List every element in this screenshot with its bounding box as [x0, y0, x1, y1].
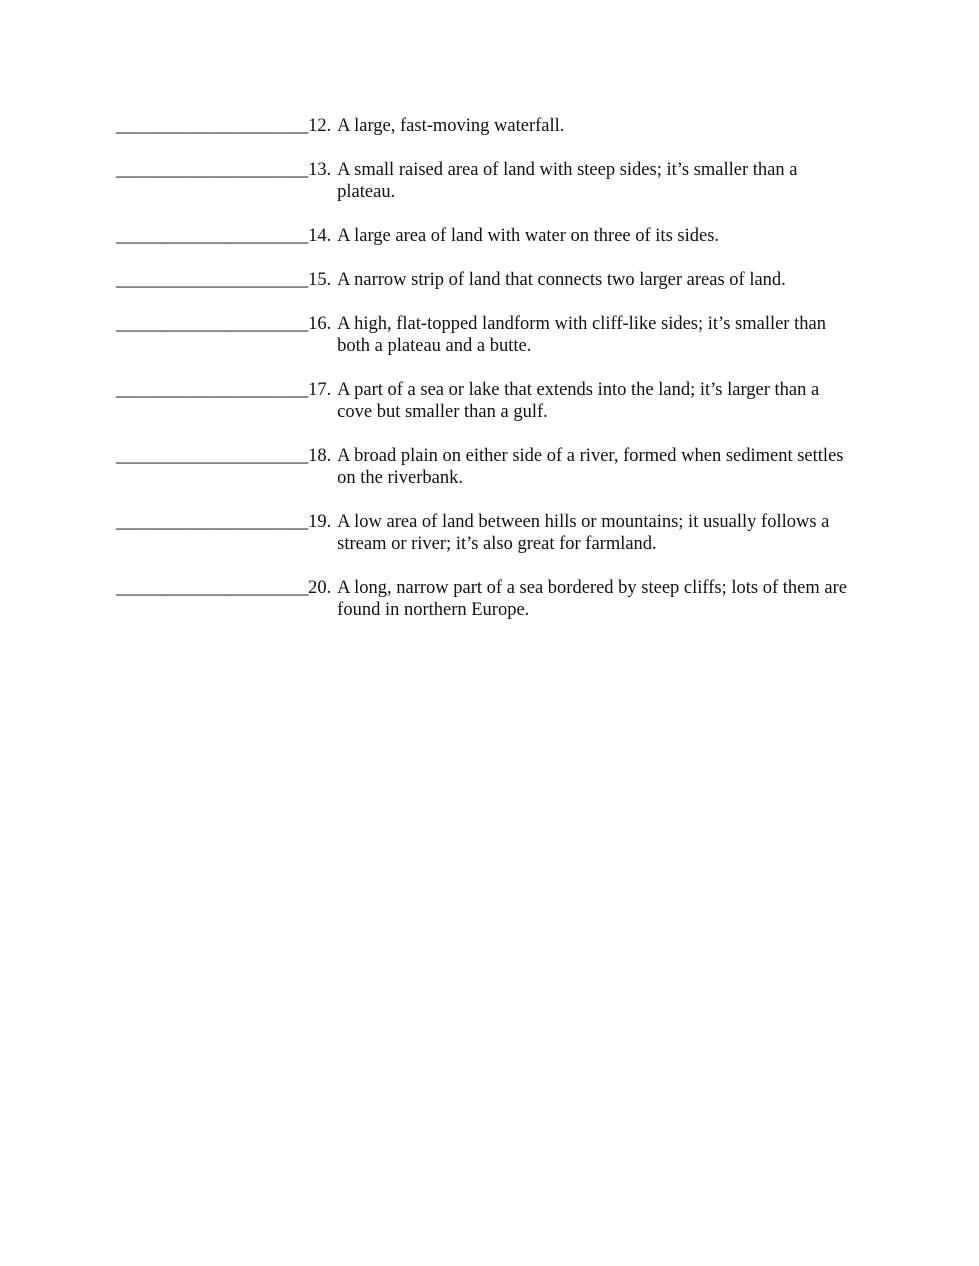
question-text: A low area of land between hills or mountains; it usually follows a stream or river; it’s also great for farmland. [337, 512, 830, 554]
question-item [116, 269, 876, 291]
answer-blank: _____________________ [116, 380, 309, 400]
answer-blank: _____________________ [116, 578, 309, 598]
question-item [116, 115, 876, 137]
question-item [116, 577, 876, 621]
question-number: 20. [308, 578, 332, 598]
question-text: A part of a sea or lake that extends into the land; it’s larger than a cove but smaller than a gulf. [337, 380, 820, 422]
question-item [116, 159, 876, 203]
question-text: A large, fast-moving waterfall. [337, 116, 565, 136]
answer-blank: _____________________ [116, 314, 309, 334]
question-text: A small raised area of land with steep sides; it’s smaller than a plateau. [337, 160, 798, 202]
question-number: 13. [308, 160, 332, 180]
question-number: 19. [308, 512, 332, 532]
answer-blank: _____________________ [116, 160, 309, 180]
question-number: 14. [308, 226, 332, 246]
question-text: A broad plain on either side of a river, formed when sediment settles on the riverbank. [337, 446, 844, 488]
question-list [116, 115, 876, 643]
question-number: 15. [308, 270, 332, 290]
question-number: 17. [308, 380, 332, 400]
question-text: A high, flat-topped landform with cliff-like sides; it’s smaller than both a plateau and a butte. [337, 314, 826, 356]
question-item [116, 511, 876, 555]
question-text: A large area of land with water on three of its sides. [337, 226, 720, 246]
answer-blank: _____________________ [116, 226, 309, 246]
question-item [116, 379, 876, 423]
question-text: A long, narrow part of a sea bordered by steep cliffs; lots of them are found in northern Europe. [337, 578, 847, 620]
answer-blank: _____________________ [116, 512, 309, 532]
question-number: 16. [308, 314, 332, 334]
answer-blank: _____________________ [116, 270, 309, 290]
question-item [116, 313, 876, 357]
question-number: 18. [308, 446, 332, 466]
question-number: 12. [308, 116, 332, 136]
answer-blank: _____________________ [116, 446, 309, 466]
answer-blank: _____________________ [116, 116, 309, 136]
question-item [116, 445, 876, 489]
question-text: A narrow strip of land that connects two larger areas of land. [337, 270, 786, 290]
question-item [116, 225, 876, 247]
